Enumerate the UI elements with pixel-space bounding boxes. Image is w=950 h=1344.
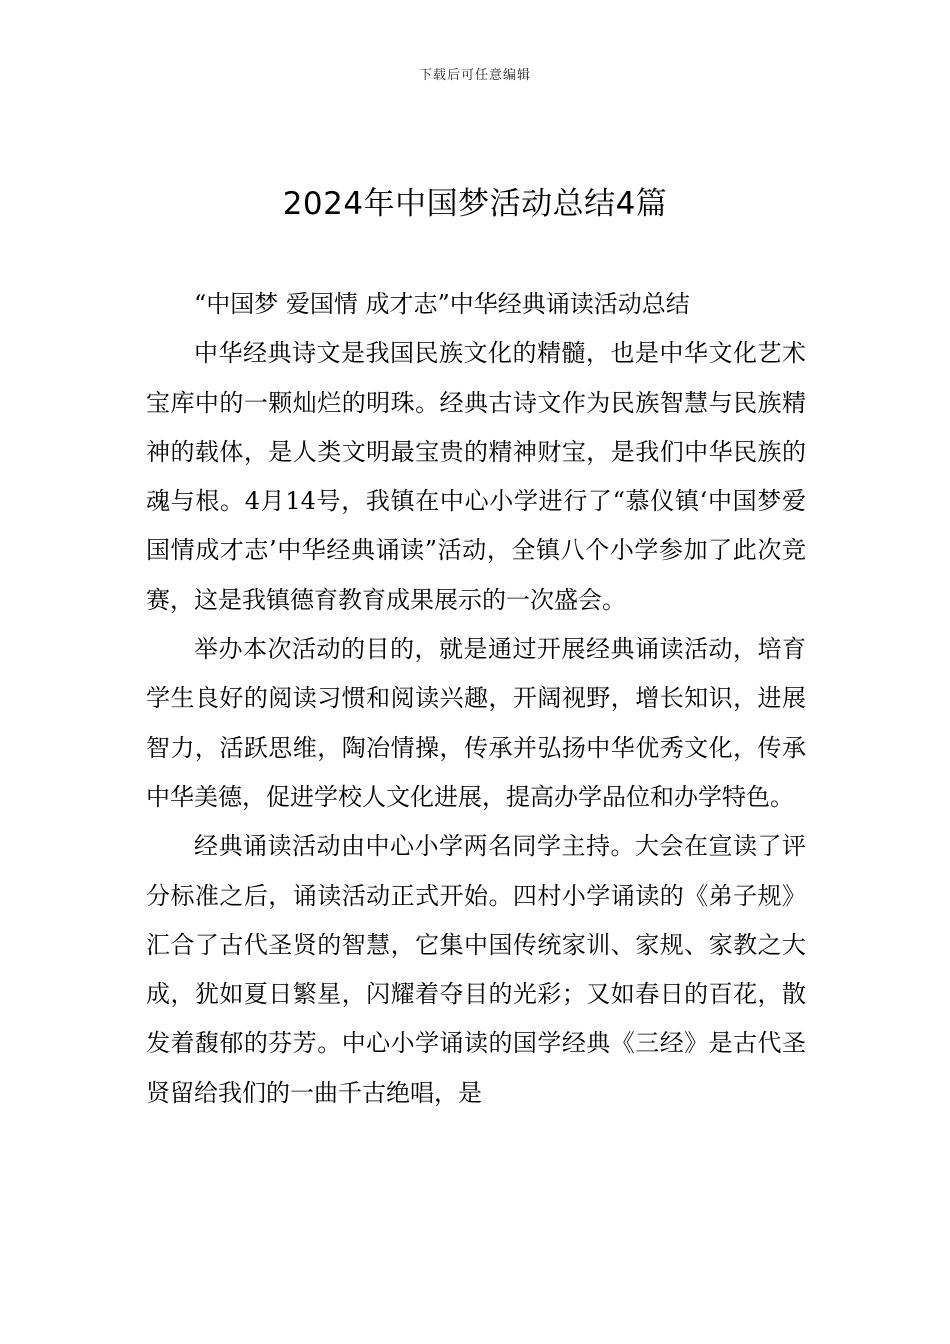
paragraph-3: 经典诵读活动由中心小学两名同学主持。大会在宣读了评分标准之后，诵读活动正式开始。四村小学诵读的《弟子规》汇合了古代圣贤的智慧，它集中国传统家训、家规、家教之大成，犹如夏日繁星，闪耀着夺目的光彩；又如春日的百花，散发着馥郁的芬芳。中心小学诵读的国学经典《三经》是古代圣贤留给我们的一曲千古绝唱，是 bbox=[146, 832, 806, 1107]
page-header-note: 下载后可任意编辑 bbox=[418, 68, 531, 83]
document-subtitle: “中国梦 爱国情 成才志”中华经典诵读活动总结 bbox=[194, 290, 690, 318]
document-title: 2024年中国梦活动总结4篇 bbox=[282, 186, 668, 222]
document-body bbox=[146, 280, 806, 1118]
paragraph-2: 举办本次活动的目的，就是通过开展经典诵读活动，培育学生良好的阅读习惯和阅读兴趣，开阔视野，增长知识，进展智力，活跃思维，陶冶情操，传承并弘扬中华优秀文化，传承中华美德，促进学校人文化进展，提高办学品位和办学特色。 bbox=[146, 635, 806, 811]
paragraph-1: 中华经典诗文是我国民族文化的精髓，也是中华文化艺术宝库中的一颗灿烂的明珠。经典古诗文作为民族智慧与民族精神的载体，是人类文明最宝贵的精神财宝，是我们中华民族的魂与根。4月14号，我镇在中心小学进行了“慕仪镇‘中国梦爱国情成才志’中华经典诵读”活动，全镇八个小学参加了此次竞赛，这是我镇德育教育成果展示的一次盛会。 bbox=[146, 339, 806, 614]
